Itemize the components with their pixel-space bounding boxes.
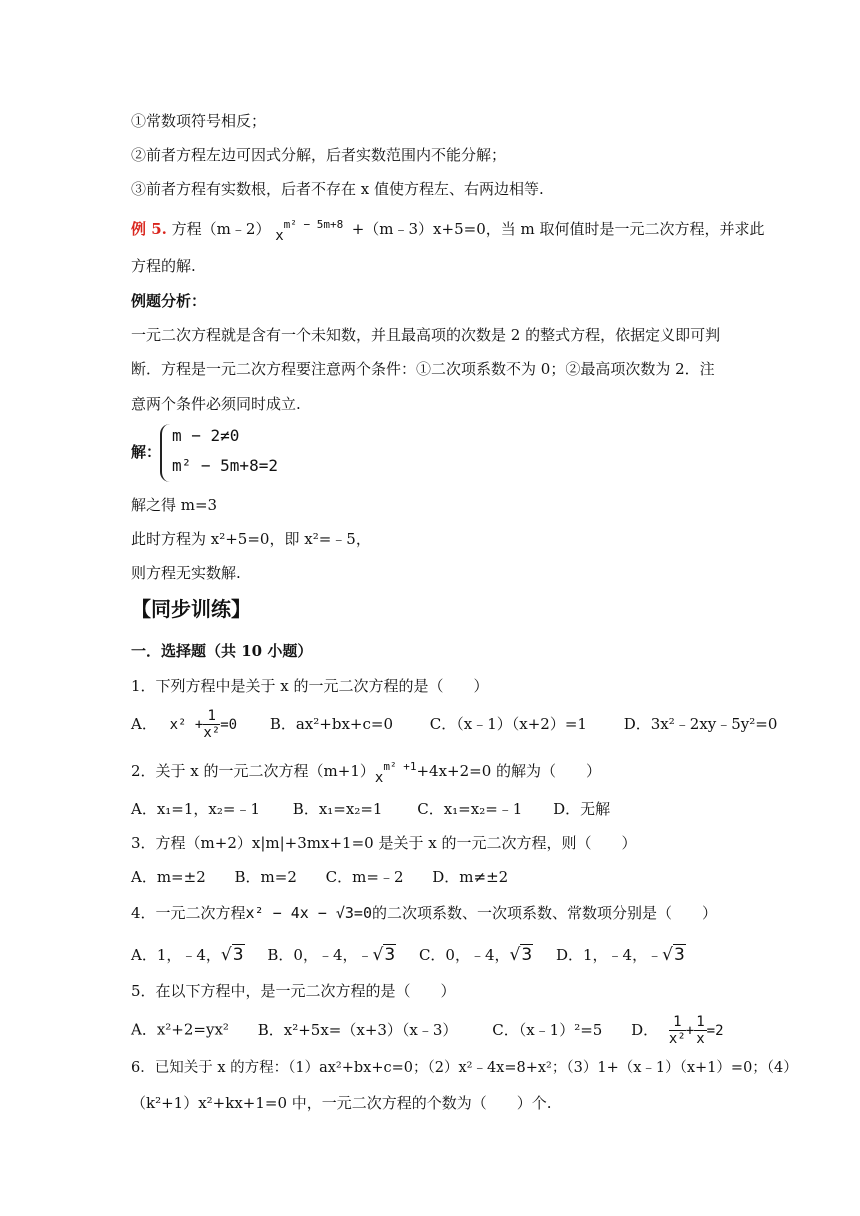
example-power: $x^{m^2 - 5m+8}$	[275, 218, 344, 244]
q2-option-a: A．x₁=1，x₂=﹣1	[131, 800, 261, 818]
system-eq-1: m − 2≠0	[172, 426, 240, 445]
q4-equation: x² − 4x − √3=0	[245, 904, 372, 922]
q4-stem: 4．一元二次方程x² − 4x − √3=0的二次项系数、一次项系数、常数项分别是（ ）	[131, 904, 717, 922]
analysis-line-2: 断．方程是一元二次方程要注意两个条件：①二次项系数不为 0；②最高项次数为 2．注	[131, 360, 715, 378]
q3-options	[131, 866, 508, 888]
q3-option-d: D．m≠±2	[432, 868, 509, 886]
note-3: ③前者方程有实数根，后者不存在 x 值使方程左、右两边相等.	[131, 180, 544, 198]
solution-step-3: 则方程无实数解.	[131, 564, 241, 582]
q5-option-a: A．x²+2=yx²	[131, 1020, 229, 1039]
q2-option-b: B．x₁=x₂=1	[292, 800, 383, 818]
q1-option-c: C．（x﹣1）（x+2）=1	[429, 714, 587, 733]
example-5-line	[131, 218, 765, 242]
solution-step-2: 此时方程为 x²+5=0，即 x²=﹣5，	[131, 530, 371, 548]
example-text-c: 方程的解.	[131, 257, 196, 275]
q1-stem: 1．下列方程中是关于 x 的一元二次方程的是（ ）	[131, 677, 489, 695]
equation-system	[160, 424, 282, 482]
q1-option-b: B．ax²+bx+c=0	[269, 714, 393, 733]
q5-option-d: D． $\frac{1}{\text{x²}}$ + $\frac{1}{x}$ =2	[631, 1014, 724, 1047]
analysis-line-1: 一元二次方程就是含有一个未知数，并且最高项的次数是 2 的整式方程，依据定义即可判	[131, 326, 721, 344]
analysis-title: 例题分析：	[131, 292, 207, 310]
analysis-line-3: 意两个条件必须同时成立.	[131, 395, 301, 413]
q4-option-b: B．0，﹣4，﹣√3	[267, 945, 396, 965]
q1-options	[131, 708, 777, 741]
example-text-a: 方程（m﹣2）	[171, 220, 271, 238]
q5-stem: 5．在以下方程中，是一元二次方程的是（ ）	[131, 982, 456, 1000]
q4-option-a: A．1，﹣4，√3	[131, 945, 244, 965]
q2-stem: 2．关于 x 的一元二次方程$(m+1)x^{m^2 +1}+4x+2=0$ 的解为（ ）	[131, 760, 602, 786]
q1-option-a: A． x² + $\frac{1}{\text{x²}}$ =0	[131, 708, 238, 741]
note-2: ②前者方程左边可因式分解，后者实数范围内不能分解；	[131, 146, 507, 164]
system-eq-2: m² − 5m+8=2	[172, 456, 278, 475]
q2-option-d: D．无解	[553, 800, 611, 818]
q4-option-c: C．0，﹣4，√3	[418, 945, 533, 965]
q2-options	[131, 798, 610, 820]
note-1: ①常数项符号相反；	[131, 112, 267, 130]
q5-option-c: C．（x﹣1）²=5	[492, 1020, 603, 1039]
q1-option-d: D．3x²﹣2xy﹣5y²=0	[623, 714, 778, 733]
example-label: 例 5.	[131, 220, 167, 238]
q6-line-1: 6．已知关于 x 的方程：（1）ax²+bx+c=0；（2）x²﹣4x=8+x²；（3）1+（x﹣1）（x+1）=0；（4）	[131, 1060, 798, 1076]
q3-option-b: B．m=2	[234, 868, 297, 886]
q5-options	[131, 1014, 724, 1047]
q3-stem: 3．方程（m+2）x|m|+3mx+1=0 是关于 x 的一元二次方程，则（ ）	[131, 834, 637, 852]
q5-option-b: B．x²+5x=（x+3）（x﹣3）	[257, 1020, 458, 1039]
solution-label: 解：	[131, 443, 162, 461]
q4-options	[131, 944, 686, 966]
q3-option-c: C．m=﹣2	[325, 868, 404, 886]
solution-step-1: 解之得 m=3	[131, 496, 218, 514]
q1-a-fraction: $\frac{1}{\text{x²}}$	[203, 708, 221, 741]
q4-option-d: D．1，﹣4，﹣√3	[555, 945, 685, 965]
q2-power: $x^{m^2 +1}$	[374, 760, 417, 786]
q2-option-c: C．x₁=x₂=﹣1	[417, 800, 523, 818]
q6-line-2: （k²+1）x²+kx+1=0 中，一元二次方程的个数为（ ）个.	[131, 1094, 552, 1112]
q3-option-a: A．m=±2	[131, 868, 206, 886]
section-title: 【同步训练】	[131, 597, 251, 621]
section-subtitle: 一．选择题（共 10 小题）	[131, 642, 313, 660]
example-text-b: +（m﹣3）x+5=0，当 m 取何值时是一元二次方程，并求此	[351, 220, 765, 238]
